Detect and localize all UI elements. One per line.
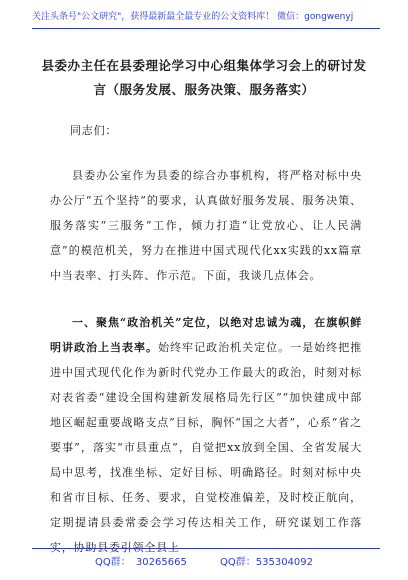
page-header: 关注头条号"公文研究"，获得最新最全最专业的公文资料库！ 微信：gongwenyj (32, 12, 354, 22)
paragraph-section-1 (50, 310, 362, 560)
document-title (40, 54, 368, 102)
document-body (50, 118, 362, 560)
title-line-1: 县委办主任在县委理论学习中心组集体学习会上的研讨发 (41, 58, 367, 73)
header-divider (32, 28, 380, 29)
qq-group-2: QQ群：535304092 (220, 557, 314, 568)
footer-divider (32, 548, 380, 549)
section-heading: 一、聚焦“政治机关”定位，以绝对忠诚为魂，在旗帜鲜明讲政治上当表率。 (50, 316, 362, 354)
qq-group-1: QQ群： 30265665 (94, 557, 187, 568)
paragraph-intro: 县委办公室作为县委的综合办事机构，将严格对标中央办公厅“五个坚持”的要求，认真做好服务发展、服务决策、服务落实“三服务”工作，倾力打造“让党放心、让人民满意”的模范机关，努力在推进中国式现代化xx实践的xx篇章中当表率、打头阵、作示范。下面，我谈几点体会。 (50, 169, 362, 282)
page-footer (0, 553, 408, 568)
greeting: 同志们： (70, 124, 118, 137)
section-body: 始终牢记政治机关定位。一是始终把推进中国式现代化作为新时代党办工作最大的政治，时刻对标对表省委“建设全国构建新发展格局先行区”“加快建成中部地区崛起重要战略支点”目标，胸怀“国之大者”，心系“省之要事”，落实“市县重点”，自觉把xx放到全国、全省发展大局中思考，找准坐标、定好目标、明确路径。时刻对标中央和省市目标、任务、要求，自觉校准偏差，及时校正航向，定期提请县委常委会学习传达相关工作，研究谋划工作落实，协助县委引领全县上 (50, 341, 362, 554)
title-line-2: 言（服务发展、服务决策、服务落实） (93, 82, 315, 97)
